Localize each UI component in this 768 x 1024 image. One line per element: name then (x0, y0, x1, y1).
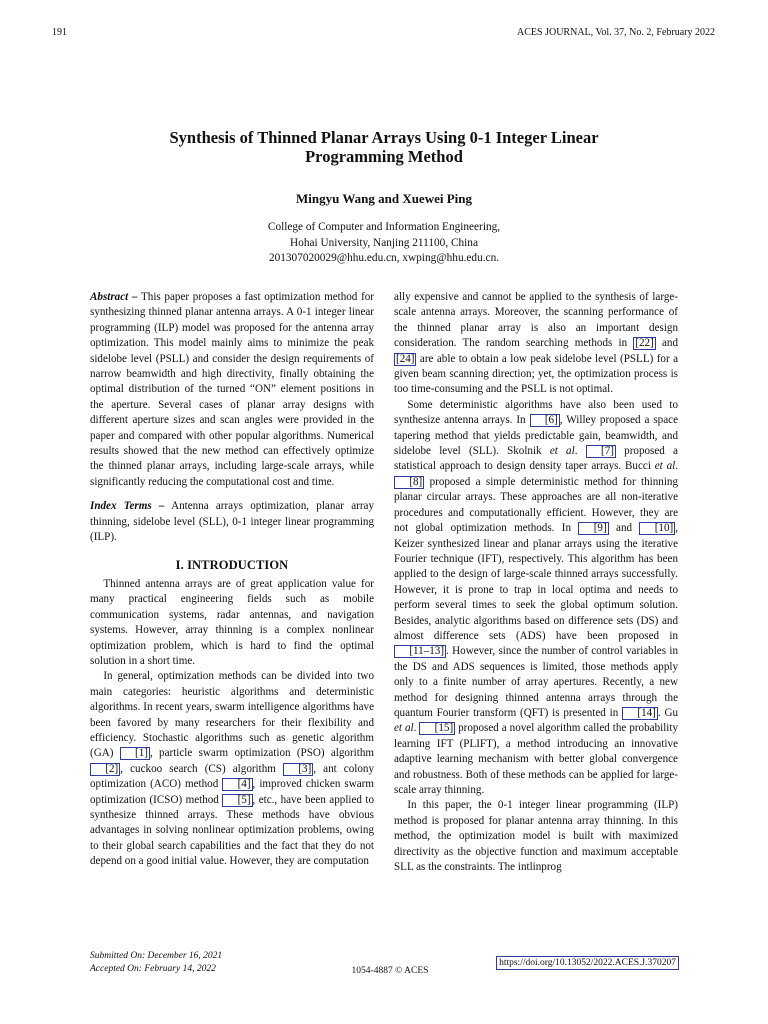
page-number: 191 (52, 27, 67, 38)
abstract-label: Abstract – (90, 291, 138, 303)
index-terms-label: Index Terms – (90, 500, 165, 513)
citation-link[interactable]: [11–13] (394, 645, 446, 658)
left-column (90, 290, 374, 870)
citation-link[interactable]: [3] (283, 763, 313, 776)
index-terms-text: Antenna arrays optimization, planar array thinning, sidelobe level (SLL), 0-1 integer linear programming (ILP). (90, 500, 374, 544)
citation-link[interactable]: [8] (394, 476, 424, 489)
affiliation-line-2: Hohai University, Nanjing 211100, China (290, 236, 478, 249)
citation-link[interactable]: [2] (90, 763, 120, 776)
doi-link[interactable]: https://doi.org/10.13052/2022.ACES.J.370207 (496, 956, 679, 970)
intro-paragraph-3: Some deterministic algorithms have also been used to synthesize antenna arrays. In [6] , Willey proposed a space tapering method that yields predictable gain, beamwidth, and sidelobe level (SLL). Skolnik et al. [7] proposed a statistical approach to design density taper arrays. Bucci et al. [8] proposed a simple deterministic method for thinning planar circular arrays. These approaches are all non-iterative procedures and computationally efficient. However, they are not global optimization methods. In [9] and [10] , Keizer synthesized linear and planar arrays using the iterative Fourier technique (IFT), respectively. This algorithm has been applied to the design of large-scale thinned arrays successfully. However, it is prone to trap in local optima and needs to perform several times to seek the global optimum solution. Besides, analytic algorithms based on difference sets (DS) and almost difference sets (ADS) have been proposed in [11–13] . However, since the number of control variables in the DS and ADS sequences is limited, those methods apply only to a finite number of array apertures. Recently, a new method for designing thinned antenna arrays through the quantum Fourier transform (QFT) is presented in [14] . Gu et al. [15] proposed a novel algorithm called the probability learning IFT (PLIFT), a method introducing an innovative adaptive learning mechanism with better global convergence and robustness. Both of these methods can be applied for large-scale array thinning. (394, 398, 679, 796)
right-column (394, 290, 678, 875)
paper-title (84, 128, 684, 166)
journal-header: ACES JOURNAL, Vol. 37, No. 2, February 2022 (517, 27, 715, 38)
citation-link[interactable]: [14] (622, 707, 658, 720)
submitted-date: Submitted On: December 16, 2021 (90, 951, 223, 961)
accepted-date: Accepted On: February 14, 2022 (90, 964, 216, 974)
intro-paragraph-1: Thinned antenna arrays are of great application value for many practical engineering fields such as mobile communication systems, radar antennas, and navigation systems. However, array thinning is a complex nonlinear optimization problem, which is hard to find the optimal solution in a short time. (90, 577, 374, 667)
issn-copyright: 1054-4887 © ACES (351, 966, 429, 976)
citation-link[interactable]: [9] (578, 522, 608, 535)
citation-link[interactable]: [15] (419, 722, 455, 735)
affiliation-line-1: College of Computer and Information Engineering, (267, 221, 501, 233)
affiliation (84, 220, 684, 267)
intro-paragraph-4: In this paper, the 0-1 integer linear programming (ILP) method is proposed for planar antenna array thinning. In this method, the optimization model is built with maximized directivity as the objective function and maximum acceptable SLL as the constraints. The intlinprog (394, 799, 678, 874)
title-line-2: Programming Method (305, 147, 463, 166)
citation-link[interactable]: [1] (120, 747, 150, 760)
abstract (90, 290, 374, 490)
submission-dates (90, 950, 222, 976)
citation-link[interactable]: [24] (396, 352, 415, 365)
citation-link[interactable]: [7] (586, 445, 616, 458)
authors: Mingyu Wang and Xuewei Ping (295, 191, 473, 206)
citation-link[interactable]: [5] (222, 794, 252, 807)
index-terms (90, 499, 374, 545)
affiliation-emails: 201307020029@hhu.edu.cn, xwping@hhu.edu.cn. (268, 252, 500, 264)
citation-link[interactable]: [6] (530, 414, 560, 427)
citation-link[interactable]: [22] (635, 337, 654, 350)
intro-paragraph-2: In general, optimization methods can be divided into two main categories: heuristic algorithms and deterministic algorithms. In recent years, swarm intelligence algorithms have been favored by many researchers for their flexibility and efficiency. Stochastic algorithms such as genetic algorithm (GA) [1] , particle swarm optimization (PSO) algorithm [2] , cuckoo search (CS) algorithm [3] , ant colony optimization (ACO) method [4] , improved chicken swarm optimization (ICSO) method [5] , etc., have been applied to synthesize thinned arrays. These methods have obvious advantages in solving nonlinear optimization problems, owing to their global search capabilities and the fact that they do not depend on a good initial value. However, they are computation (90, 670, 375, 868)
section-heading: I. INTRODUCTION (175, 557, 289, 572)
citation-link[interactable]: [4] (222, 778, 252, 791)
intro-paragraph-2-continued: ally expensive and cannot be applied to the synthesis of large-scale antenna arrays. Moreover, the scanning performance of the thinned planar array is also an important design consideration. The random searching methods in [22] and [24] are able to obtain a low peak sidelobe level (PSLL) for a given beam scanning direction; yet, the optimization process is too time-consuming and the PSLL is not optimal. (394, 291, 678, 396)
citation-link[interactable]: [10] (639, 522, 675, 535)
title-line-1: Synthesis of Thinned Planar Arrays Using 0-1 Integer Linear (169, 128, 599, 147)
abstract-text: This paper proposes a fast optimization method for synthesizing thinned planar antenna arrays. A 0-1 integer linear programming (ILP) model was proposed for the antenna array optimization. This model mainly aims to minimize the peak sidelobe level (PSLL) and consider the design requirements of narrow beamwidth and high directivity, finally obtaining the optimal distribution of the turned “ON” element positions in the aperture. Several cases of planar array designs with different aperture sizes and scan angles were provided in the paper and compared with other popular algorithms. Numerical results showed that the new method can effectively optimize the thinned planar arrays, including large-scale arrays, while significantly reducing the computational cost and time. (90, 291, 374, 488)
